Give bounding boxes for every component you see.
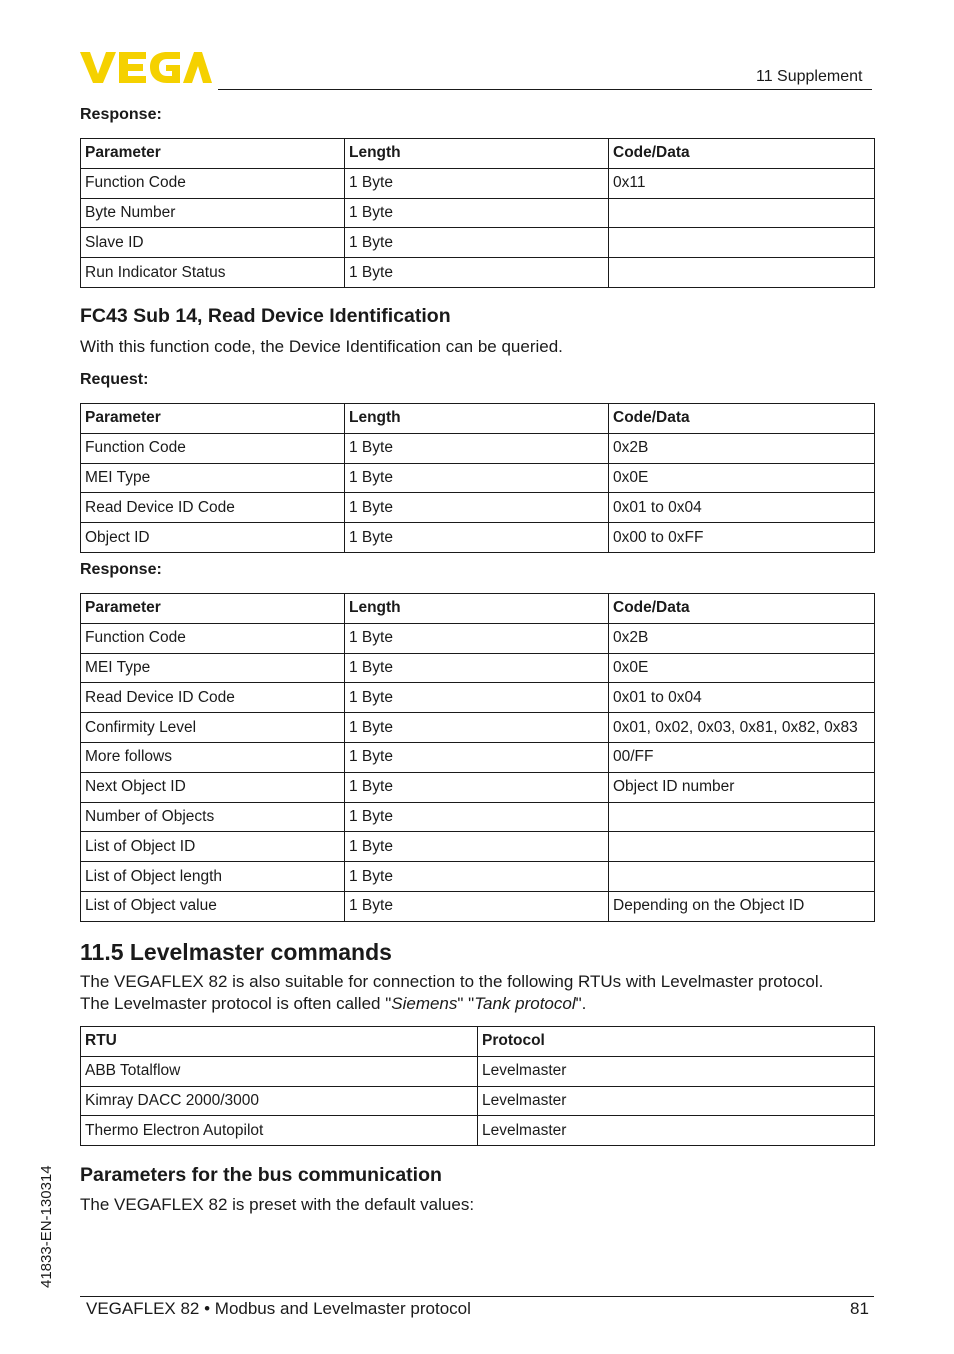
- table-cell: [609, 258, 875, 288]
- table-cell: 1 Byte: [345, 258, 609, 288]
- table-header-row: [81, 594, 875, 624]
- levelmaster-heading: 11.5 Levelmaster commands: [80, 939, 392, 965]
- bus-text: The VEGAFLEX 82 is preset with the default values:: [80, 1195, 475, 1214]
- table-row: [81, 832, 875, 862]
- table-row: [81, 198, 875, 228]
- table-cell: List of Object value: [81, 891, 345, 921]
- table-cell: 1 Byte: [345, 623, 609, 653]
- table-cell: [609, 832, 875, 862]
- table-cell: 0x2B: [609, 623, 875, 653]
- table-cell: 1 Byte: [345, 713, 609, 743]
- table-cell: List of Object length: [81, 862, 345, 892]
- table-row: [81, 463, 875, 493]
- table-row: [81, 258, 875, 288]
- table-cell: Read Device ID Code: [81, 683, 345, 713]
- column-header: RTU: [81, 1027, 478, 1057]
- table-cell: 1 Byte: [345, 891, 609, 921]
- table-cell: 1 Byte: [345, 862, 609, 892]
- table-cell: 1 Byte: [345, 772, 609, 802]
- fc43-response-table: [80, 593, 875, 922]
- table-row: [81, 433, 875, 463]
- column-header: Code/Data: [609, 404, 875, 434]
- footer-title: VEGAFLEX 82 • Modbus and Levelmaster protocol: [86, 1299, 471, 1318]
- page-number: 81: [850, 1299, 869, 1318]
- table-row: [81, 228, 875, 258]
- document-id: 41833-EN-130314: [38, 1165, 55, 1288]
- table-cell: Read Device ID Code: [81, 493, 345, 523]
- column-header: Length: [345, 139, 609, 169]
- table-cell: 0x01 to 0x04: [609, 493, 875, 523]
- table-row: [81, 713, 875, 743]
- vega-logo: [80, 50, 212, 84]
- table-cell: Confirmity Level: [81, 713, 345, 743]
- rtu-table: [80, 1026, 875, 1146]
- table-header-row: [81, 139, 875, 169]
- table-cell: 0x01 to 0x04: [609, 683, 875, 713]
- request-label: Request:: [80, 371, 149, 388]
- table-row: [81, 772, 875, 802]
- table-row: [81, 493, 875, 523]
- table-cell: Kimray DACC 2000/3000: [81, 1086, 478, 1116]
- table-cell: More follows: [81, 742, 345, 772]
- table-cell: 0x2B: [609, 433, 875, 463]
- table-cell: 1 Byte: [345, 493, 609, 523]
- column-header: Length: [345, 404, 609, 434]
- table-row: [81, 168, 875, 198]
- table-cell: 0x0E: [609, 463, 875, 493]
- table-header-row: [81, 1027, 875, 1057]
- column-header: Code/Data: [609, 139, 875, 169]
- table-cell: 0x01, 0x02, 0x03, 0x81, 0x82, 0x83: [609, 713, 875, 743]
- table-cell: Object ID number: [609, 772, 875, 802]
- column-header: Parameter: [81, 404, 345, 434]
- table-cell: 1 Byte: [345, 683, 609, 713]
- request-table: [80, 403, 875, 553]
- column-header: Length: [345, 594, 609, 624]
- table-cell: Function Code: [81, 168, 345, 198]
- table-row: [81, 683, 875, 713]
- table-cell: MEI Type: [81, 653, 345, 683]
- table-cell: 1 Byte: [345, 228, 609, 258]
- table-cell: Byte Number: [81, 198, 345, 228]
- table-row: [81, 742, 875, 772]
- bus-heading: Parameters for the bus communication: [80, 1164, 442, 1186]
- table-row: [81, 1086, 875, 1116]
- table-cell: ABB Totalflow: [81, 1056, 478, 1086]
- response-label: Response:: [80, 561, 162, 578]
- table-row: [81, 862, 875, 892]
- table-cell: [609, 198, 875, 228]
- table-cell: Thermo Electron Autopilot: [81, 1116, 478, 1146]
- table-cell: Levelmaster: [478, 1086, 875, 1116]
- table-cell: MEI Type: [81, 463, 345, 493]
- table-row: [81, 891, 875, 921]
- table-row: [81, 623, 875, 653]
- table-cell: 1 Byte: [345, 463, 609, 493]
- fc43-heading: FC43 Sub 14, Read Device Identification: [80, 305, 451, 327]
- table-cell: 1 Byte: [345, 168, 609, 198]
- table-cell: 0x00 to 0xFF: [609, 523, 875, 553]
- fc43-intro: With this function code, the Device Identification can be queried.: [80, 337, 563, 356]
- section-label: 11 Supplement: [756, 68, 863, 85]
- table-row: [81, 802, 875, 832]
- table-cell: 1 Byte: [345, 198, 609, 228]
- table-cell: 1 Byte: [345, 653, 609, 683]
- table-row: [81, 653, 875, 683]
- column-header: Parameter: [81, 139, 345, 169]
- table-cell: 0x0E: [609, 653, 875, 683]
- header-divider: [218, 89, 872, 90]
- paragraph-line: The VEGAFLEX 82 is also suitable for connection to the following RTUs with Levelmaster protocol.: [80, 972, 824, 991]
- column-header: Code/Data: [609, 594, 875, 624]
- table-cell: [609, 228, 875, 258]
- table-cell: Levelmaster: [478, 1056, 875, 1086]
- table-cell: 0x11: [609, 168, 875, 198]
- levelmaster-paragraph: [80, 971, 880, 1015]
- table-cell: Levelmaster: [478, 1116, 875, 1146]
- footer-divider: [80, 1296, 874, 1297]
- table-cell: 1 Byte: [345, 433, 609, 463]
- table-cell: 1 Byte: [345, 832, 609, 862]
- table-cell: 00/FF: [609, 742, 875, 772]
- response-label: Response:: [80, 106, 162, 123]
- table-row: [81, 1056, 875, 1086]
- table-cell: Depending on the Object ID: [609, 891, 875, 921]
- table-cell: Function Code: [81, 433, 345, 463]
- table-header-row: [81, 404, 875, 434]
- table-cell: 1 Byte: [345, 802, 609, 832]
- response-table: [80, 138, 875, 288]
- table-cell: [609, 862, 875, 892]
- table-row: [81, 1116, 875, 1146]
- table-cell: Next Object ID: [81, 772, 345, 802]
- table-cell: Run Indicator Status: [81, 258, 345, 288]
- table-cell: 1 Byte: [345, 523, 609, 553]
- table-cell: [609, 802, 875, 832]
- table-cell: Slave ID: [81, 228, 345, 258]
- column-header: Parameter: [81, 594, 345, 624]
- table-cell: List of Object ID: [81, 832, 345, 862]
- table-row: [81, 523, 875, 553]
- table-cell: 1 Byte: [345, 742, 609, 772]
- table-cell: Function Code: [81, 623, 345, 653]
- table-cell: Number of Objects: [81, 802, 345, 832]
- paragraph-line: The Levelmaster protocol is often called "Siemens" "Tank protocol".: [80, 994, 587, 1013]
- column-header: Protocol: [478, 1027, 875, 1057]
- table-cell: Object ID: [81, 523, 345, 553]
